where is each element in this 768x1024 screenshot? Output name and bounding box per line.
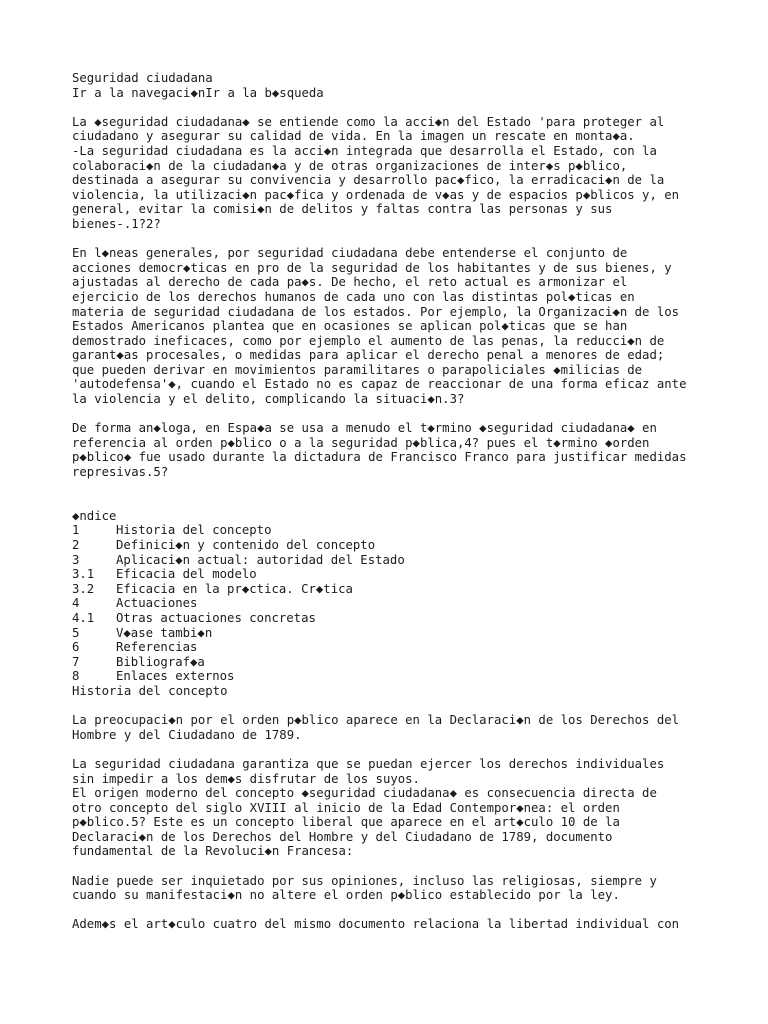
toc-item-number: 5 [72, 625, 80, 640]
text-line: Hombre y del Ciudadano de 1789. [72, 727, 302, 742]
text-line: 'autodefensa'◆, cuando el Estado no es capaz de reaccionar de una forma eficaz ante [72, 377, 687, 392]
toc-item-number: 2 [72, 538, 80, 552]
toc-item[interactable] [72, 567, 732, 582]
toc-item[interactable] [72, 523, 732, 538]
text-line: La seguridad ciudadana garantiza que se puedan ejercer los derechos individuales [72, 756, 665, 771]
text-line: acciones democr◆ticas en pro de la seguridad de los habitantes y de sus bienes, y [72, 260, 672, 275]
toc-item-label[interactable]: Aplicaci◆n actual: autoridad del Estado [116, 552, 405, 567]
toc-item-number: 3 [72, 552, 80, 567]
navigation-links[interactable]: Ir a la navegaci◆nIr a la b◆squeda [72, 85, 324, 100]
text-line: p◆blico.5? Este es un concepto liberal que aparece en el art◆culo 10 de la [72, 815, 620, 830]
toc-item-number: 7 [72, 654, 80, 669]
toc-item-number: 6 [72, 640, 80, 655]
text-line: En l◆neas generales, por seguridad ciudadana debe entenderse el conjunto de [72, 246, 628, 261]
text-line: cuando su manifestaci◆n no altere el orden p◆blico establecido por la ley. [72, 888, 620, 903]
toc-item-label[interactable]: Referencias [116, 640, 198, 655]
text-line: demostrado ineficaces, como por ejemplo el aumento de las penas, la reducci◆n de [72, 333, 665, 348]
text-line: ciudadano y asegurar su calidad de vida. En la imagen un rescate en monta◆a. [72, 129, 635, 144]
spacer [72, 407, 732, 422]
text-line: El origen moderno del concepto ◆seguridad ciudadana◆ es consecuencia directa de [72, 786, 657, 801]
toc-item[interactable] [72, 538, 732, 553]
text-line: p◆blico◆ fue usado durante la dictadura de Francisco Franco para justificar medidas [72, 450, 687, 465]
text-line: Adem◆s el art◆culo cuatro del mismo documento relaciona la libertad individual con [72, 917, 680, 932]
text-line: referencia al orden p◆blico o a la seguridad p◆blica,4? pues el t◆rmino ◆orden [72, 435, 650, 450]
article-four-paragraph [72, 917, 732, 932]
text-line: materia de seguridad ciudadana de los estados. Por ejemplo, la Organizaci◆n de los [72, 304, 680, 319]
text-line: ajustadas al derecho de cada pa◆s. De hecho, el reto actual es armonizar el [72, 275, 628, 290]
text-line: colaboraci◆n de la ciudadan◆a y de otras organizaciones de inter◆s p◆blico, [72, 158, 628, 173]
text-line: la violencia y el delito, complicando la situaci◆n.3? [72, 392, 465, 407]
spacer [72, 903, 732, 918]
text-line: Nadie puede ser inquietado por sus opiniones, incluso las religiosas, siempre y [72, 873, 657, 888]
text-line: sin impedir a los dem◆s disfrutar de los suyos. [72, 771, 420, 786]
toc-item-label[interactable]: Definici◆n y contenido del concepto [116, 538, 376, 552]
toc-item-label[interactable]: Otras actuaciones concretas [116, 610, 316, 625]
text-line: ejercicio de los derechos humanos de cada uno con las distintas pol◆ticas en [72, 289, 635, 304]
toc-item[interactable] [72, 611, 732, 626]
toc-item-label[interactable]: Enlaces externos [116, 669, 235, 684]
spacer [72, 742, 732, 757]
text-line: destinada a asegurar su convivencia y desarrollo pac◆fico, la erradicaci◆n de la [72, 173, 665, 188]
toc-item-label[interactable]: Historia del concepto [116, 523, 272, 538]
text-line: La preocupaci◆n por el orden p◆blico aparece en la Declaraci◆n de los Derechos del [72, 713, 680, 728]
spacer [72, 480, 732, 495]
toc-item-number: 1 [72, 523, 80, 538]
table-of-contents [72, 523, 732, 684]
toc-item-label[interactable]: V◆ase tambi◆n [116, 625, 213, 640]
text-line: represivas.5? [72, 465, 169, 480]
spacer [72, 232, 732, 247]
document-page [72, 71, 732, 932]
text-line: violencia, la utilizaci◆n pac◆fica y ordenada de v◆as y de espacios p◆blicos y, en [72, 187, 680, 202]
toc-item[interactable] [72, 626, 732, 641]
toc-item[interactable] [72, 640, 732, 655]
toc-item[interactable] [72, 596, 732, 611]
toc-item[interactable] [72, 669, 732, 684]
toc-heading: ◆ndice [72, 508, 117, 523]
text-line: Declaraci◆n de los Derechos del Hombre y del Ciudadano de 1789, documento [72, 829, 613, 844]
general-lines-paragraph [72, 246, 732, 407]
toc-item-number: 4.1 [72, 610, 95, 625]
public-order-paragraph [72, 713, 732, 742]
spacer [72, 100, 732, 115]
text-line: bienes-.1?2? [72, 216, 161, 231]
toc-item-number: 3.1 [72, 567, 95, 582]
text-line: De forma an◆loga, en Espa◆a se usa a menudo el t◆rmino ◆seguridad ciudadana◆ en [72, 421, 657, 436]
text-line: La ◆seguridad ciudadana◆ se entiende como la acci◆n del Estado 'para proteger al [72, 114, 665, 129]
text-line: que pueden derivar en movimientos paramilitares o parapoliciales ◆milicias de [72, 362, 643, 377]
text-line: garant◆as procesales, o medidas para aplicar el derecho penal a menores de edad; [72, 348, 665, 363]
text-line: general, evitar la comisi◆n de delitos y faltas contra las personas y sus [72, 202, 613, 217]
intro-paragraph [72, 115, 732, 232]
spacer [72, 699, 732, 714]
toc-item-label[interactable]: Eficacia del modelo [116, 567, 257, 582]
spacer [72, 494, 732, 509]
toc-item[interactable] [72, 582, 732, 597]
text-line: fundamental de la Revoluci◆n Francesa: [72, 844, 354, 859]
text-line: -La seguridad ciudadana es la acci◆n integrada que desarrolla el Estado, con la [72, 143, 657, 158]
quote-paragraph [72, 874, 732, 903]
toc-item-label[interactable]: Actuaciones [116, 596, 198, 611]
section-heading: Historia del concepto [72, 683, 228, 698]
origin-paragraph [72, 757, 732, 859]
toc-item[interactable] [72, 655, 732, 670]
page-title: Seguridad ciudadana [72, 71, 213, 85]
text-line: Estados Americanos plantea que en ocasiones se aplican pol◆ticas que se han [72, 319, 628, 334]
toc-item-number: 4 [72, 596, 80, 611]
spain-paragraph [72, 421, 732, 479]
toc-item[interactable] [72, 553, 732, 568]
toc-item-number: 8 [72, 669, 80, 684]
text-line: otro concepto del siglo XVIII al inicio de la Edad Contempor◆nea: el orden [72, 800, 620, 815]
toc-item-label[interactable]: Eficacia en la pr◆ctica. Cr◆tica [116, 581, 353, 596]
toc-item-label[interactable]: Bibliograf◆a [116, 654, 205, 669]
spacer [72, 859, 732, 874]
toc-item-number: 3.2 [72, 581, 95, 596]
